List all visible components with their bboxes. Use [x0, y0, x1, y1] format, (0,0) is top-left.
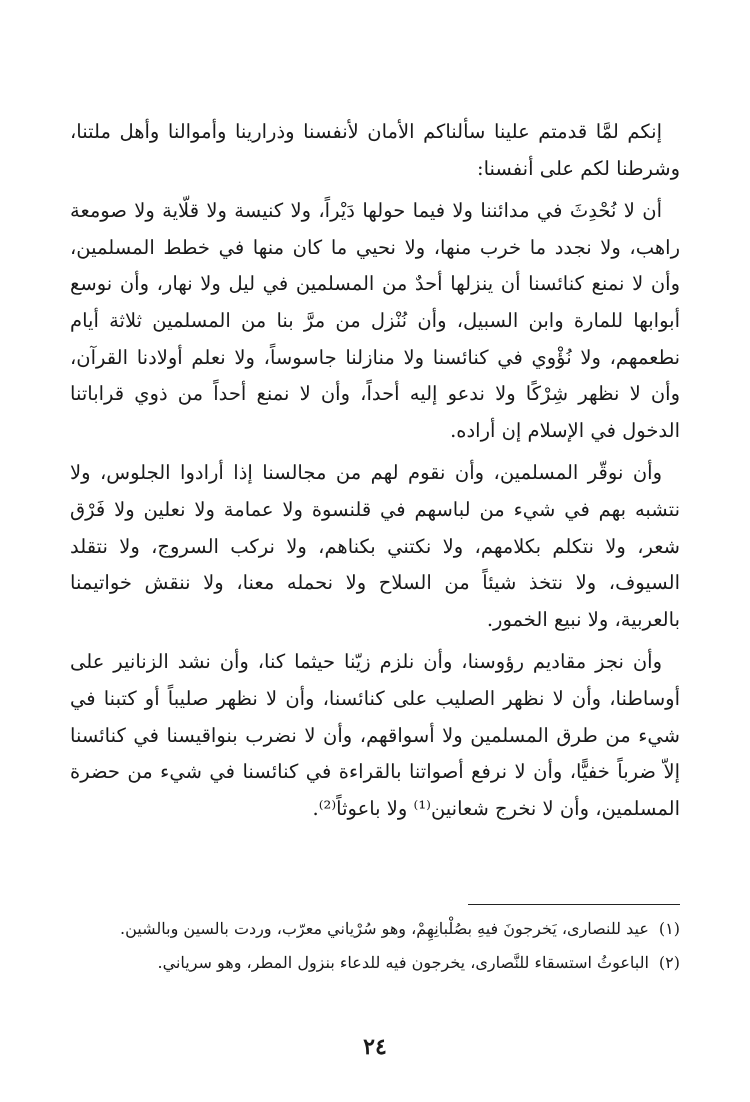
footnote-2: [70, 948, 680, 978]
paragraph-1: إنكم لمَّا قدمتم علينا سألناكم الأمان لأنفسنا وذرارينا وأموالنا وأهل ملتنا، وشرطنا لكم على أنفسنا:: [70, 120, 680, 180]
footnote-separator: [468, 904, 680, 905]
main-text: [70, 114, 680, 827]
page-number: ٢٤: [363, 1034, 387, 1060]
footnote-number: (٢): [658, 953, 680, 972]
paragraph-4: وأن نجز مقاديم رؤوسنا، وأن نلزم زيّنا حيثما كنا، وأن نشد الزنانير على أوساطنا، وأن لا نظهر الصليب على كنائسنا، وأن لا نظهر صليباً أو كتبنا في شيء من طرق المسلمين ولا أسواقهم، وأن لا نضرب بنواقيسنا في كنائسنا إلاّ ضرباً خفيًّا، وأن لا نرفع أصواتنا بالقراءة في كنائسنا في شيء من حضرة المسلمين، وأن لا نخرج شعانين⁽¹⁾ ولا باعوثاً⁽²⁾.: [70, 650, 680, 820]
paragraph-2: أن لا نُحْدِثَ في مدائننا ولا فيما حولها دَيْراً، ولا كنيسة ولا قلّاية ولا صومعة راهب، ولا نجدد ما خرب منها، ولا نحيي ما كان منها في خطط المسلمين، وأن لا نمنع كنائسنا أن ينزلها أحدٌ من المسلمين في ليل ولا نهار، وأن نوسع أبوابها للمارة وابن السبيل، وأن نُنْزل من مرَّ بنا من المسلمين ثلاثة أيام نطعمهم، ولا نُؤْوي في كنائسنا ولا منازلنا جاسوساً، ولا نعلم أولادنا القرآن، وأن لا نظهر شِرْكًا ولا ندعو إليه أحداً، وأن لا نمنع أحداً من ذوي قراباتنا الدخول في الإسلام إن أراده.: [70, 199, 680, 442]
footnote-number: (١): [658, 919, 680, 938]
paragraph-3: وأن نوقّر المسلمين، وأن نقوم لهم من مجالسنا إذا أرادوا الجلوس، ولا نتشبه بهم في شيء من لباسهم في قلنسوة ولا عمامة ولا نعلين ولا فَرْق شعر، ولا نتكلم بكلامهم، ولا نكتني بكناهم، ولا نركب السروج، ولا نتقلد السيوف، ولا نتخذ شيئاً من السلاح ولا نحمله معنا، ولا ننقش خواتيمنا بالعربية، ولا نبيع الخمور.: [70, 461, 680, 631]
footnote-text: الباعوثُ استسقاء للنَّصارى، يخرجون فيه للدعاء بنزول المطر، وهو سرياني.: [157, 953, 649, 972]
footnotes: [70, 914, 680, 982]
footnote-1: [70, 914, 680, 944]
footnote-text: عيد للنصارى، يَخرجونَ فيهِ بصُلْبانِهِمْ، وهو سُرْياني معرّب، وردت بالسين وبالشين.: [120, 919, 649, 938]
